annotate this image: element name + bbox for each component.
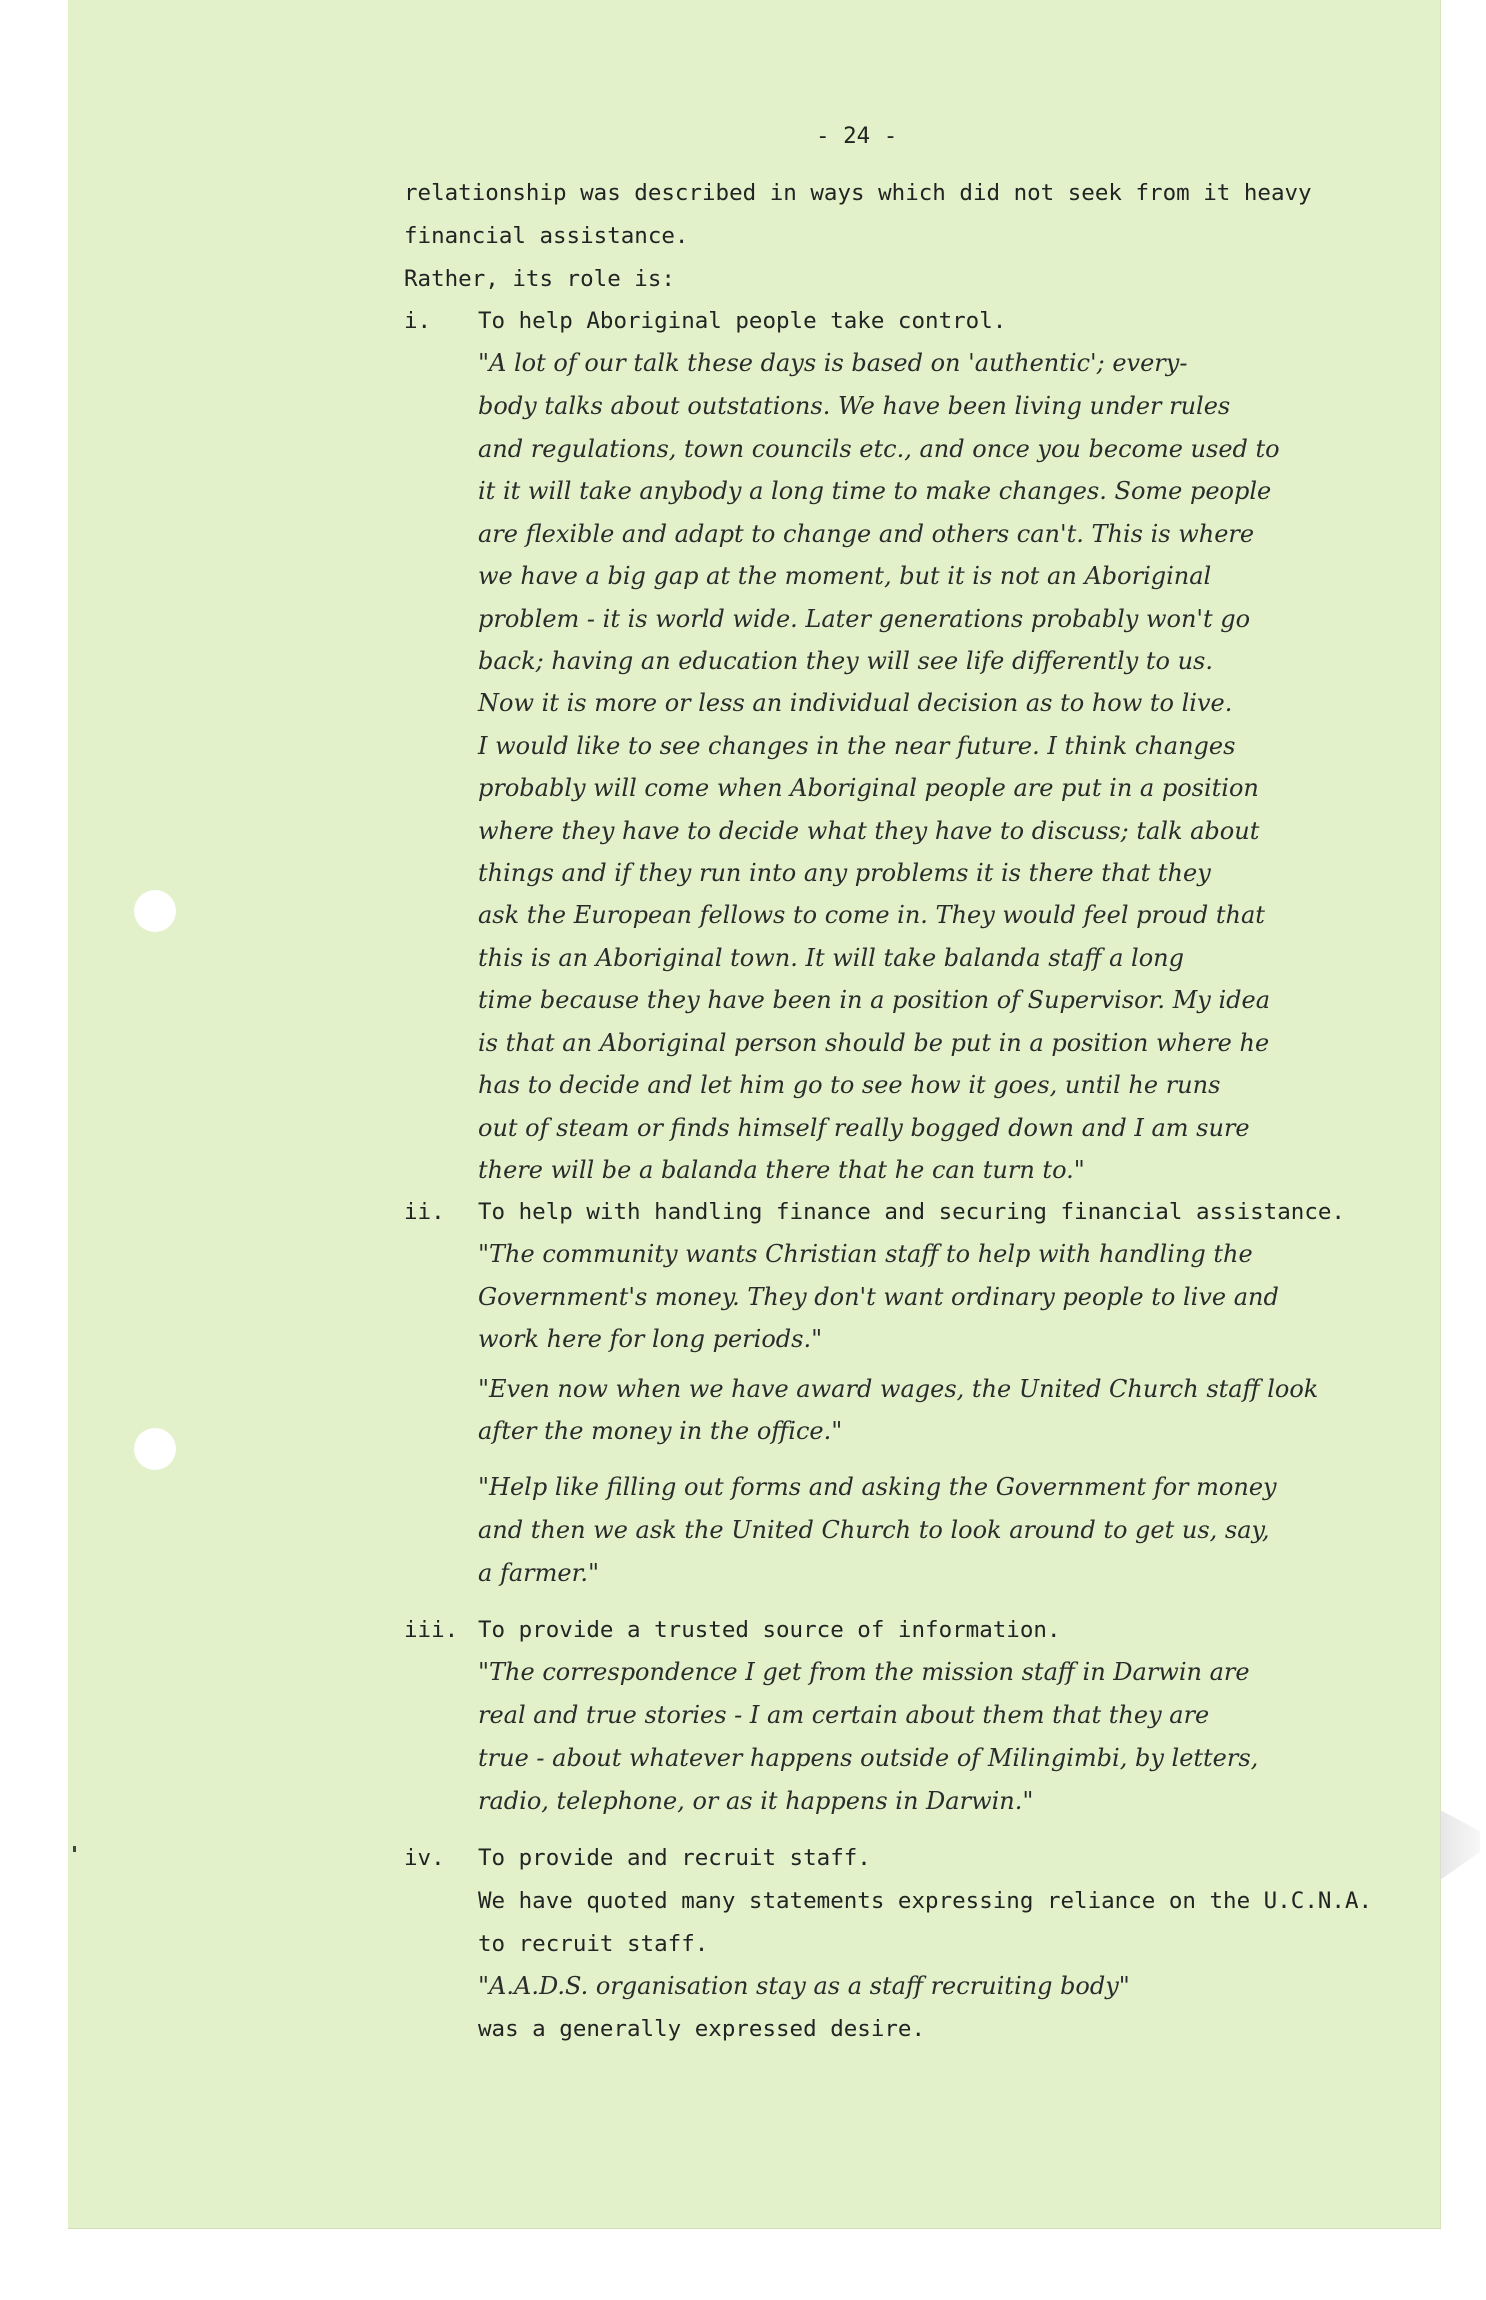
quote-i-line-15: this is an Aboriginal town. It will take balanda staff a long bbox=[478, 944, 1184, 972]
margin-mark bbox=[73, 1846, 76, 1852]
body-iv-line-1: We have quoted many statements expressing reliance on the U.C.N.A. bbox=[478, 1888, 1373, 1914]
quote-ii-a-line-2: Government's money. They don't want ordinary people to live and bbox=[478, 1283, 1279, 1311]
quote-i-line-13: things and if they run into any problems it is there that they bbox=[478, 859, 1211, 887]
quote-ii-c-line-1: "Help like filling out forms and asking the Government for money bbox=[478, 1473, 1277, 1501]
quote-i-line-12: where they have to decide what they have to discuss; talk about bbox=[478, 817, 1260, 845]
quote-ii-b-line-2: after the money in the office." bbox=[478, 1417, 843, 1445]
quote-i-line-20: there will be a balanda there that he can turn to." bbox=[478, 1156, 1085, 1184]
quote-i-line-4: it it will take anybody a long time to make changes. Some people bbox=[478, 477, 1272, 505]
quote-iii-line-4: radio, telephone, or as it happens in Darwin." bbox=[478, 1787, 1034, 1815]
paper-edge-tab bbox=[1440, 1810, 1480, 1880]
quote-i-line-9: Now it is more or less an individual decision as to how to live. bbox=[478, 689, 1233, 717]
heading-iv: To provide and recruit staff. bbox=[478, 1845, 871, 1871]
heading-ii: To help with handling finance and securing financial assistance. bbox=[478, 1199, 1345, 1225]
quote-ii-b-line-1: "Even now when we have award wages, the United Church staff look bbox=[478, 1375, 1319, 1403]
quote-ii-c-line-3: a farmer." bbox=[478, 1559, 600, 1587]
punch-hole-bottom bbox=[134, 1428, 176, 1470]
quote-i-line-18: has to decide and let him go to see how it goes, until he runs bbox=[478, 1071, 1221, 1099]
body-iv-line-2: to recruit staff. bbox=[478, 1931, 709, 1957]
punch-hole-top bbox=[134, 890, 176, 932]
numeral-ii: ii. bbox=[404, 1199, 445, 1225]
intro-line-3: Rather, its role is: bbox=[404, 266, 675, 292]
closing-iv: was a generally expressed desire. bbox=[478, 2016, 926, 2042]
quote-i-line-3: and regulations, town councils etc., and once you become used to bbox=[478, 435, 1280, 463]
heading-iii: To provide a trusted source of information. bbox=[478, 1617, 1061, 1643]
quote-i-line-6: we have a big gap at the moment, but it is not an Aboriginal bbox=[478, 562, 1212, 590]
quote-i-line-16: time because they have been in a position of Supervisor. My idea bbox=[478, 986, 1270, 1014]
quote-i-line-10: I would like to see changes in the near future. I think changes bbox=[478, 732, 1236, 760]
quote-ii-c-line-2: and then we ask the United Church to look around to get us, say, bbox=[478, 1516, 1270, 1544]
quote-i-line-8: back; having an education they will see life differently to us. bbox=[478, 647, 1213, 675]
quote-i-line-1: "A lot of our talk these days is based on 'authentic'; every- bbox=[478, 349, 1188, 377]
numeral-iii: iii. bbox=[404, 1617, 459, 1643]
quote-i-line-11: probably will come when Aboriginal people are put in a position bbox=[478, 774, 1259, 802]
quote-i-line-19: out of steam or finds himself really bogged down and I am sure bbox=[478, 1114, 1250, 1142]
numeral-iv: iv. bbox=[404, 1845, 445, 1871]
quote-i-line-14: ask the European fellows to come in. They would feel proud that bbox=[478, 901, 1265, 929]
quote-i-line-7: problem - it is world wide. Later generations probably won't go bbox=[478, 605, 1251, 633]
quote-iv: "A.A.D.S. organisation stay as a staff recruiting body" bbox=[478, 1972, 1130, 2000]
quote-iii-line-3: true - about whatever happens outside of Milingimbi, by letters, bbox=[478, 1744, 1259, 1772]
quote-ii-a-line-1: "The community wants Christian staff to help with handling the bbox=[478, 1240, 1253, 1268]
quote-i-line-2: body talks about outstations. We have been living under rules bbox=[478, 392, 1231, 420]
intro-line-2: financial assistance. bbox=[404, 223, 689, 249]
quote-iii-line-2: real and true stories - I am certain about them that they are bbox=[478, 1701, 1210, 1729]
numeral-i: i. bbox=[404, 308, 432, 334]
intro-line-1: relationship was described in ways which did not seek from it heavy bbox=[404, 180, 1312, 206]
quote-ii-a-line-3: work here for long periods." bbox=[478, 1325, 823, 1353]
quote-i-line-17: is that an Aboriginal person should be put in a position where he bbox=[478, 1029, 1270, 1057]
page-number: - 24 - bbox=[816, 123, 898, 149]
quote-i-line-5: are flexible and adapt to change and others can't. This is where bbox=[478, 520, 1255, 548]
heading-i: To help Aboriginal people take control. bbox=[478, 308, 1007, 334]
quote-iii-line-1: "The correspondence I get from the mission staff in Darwin are bbox=[478, 1658, 1250, 1686]
